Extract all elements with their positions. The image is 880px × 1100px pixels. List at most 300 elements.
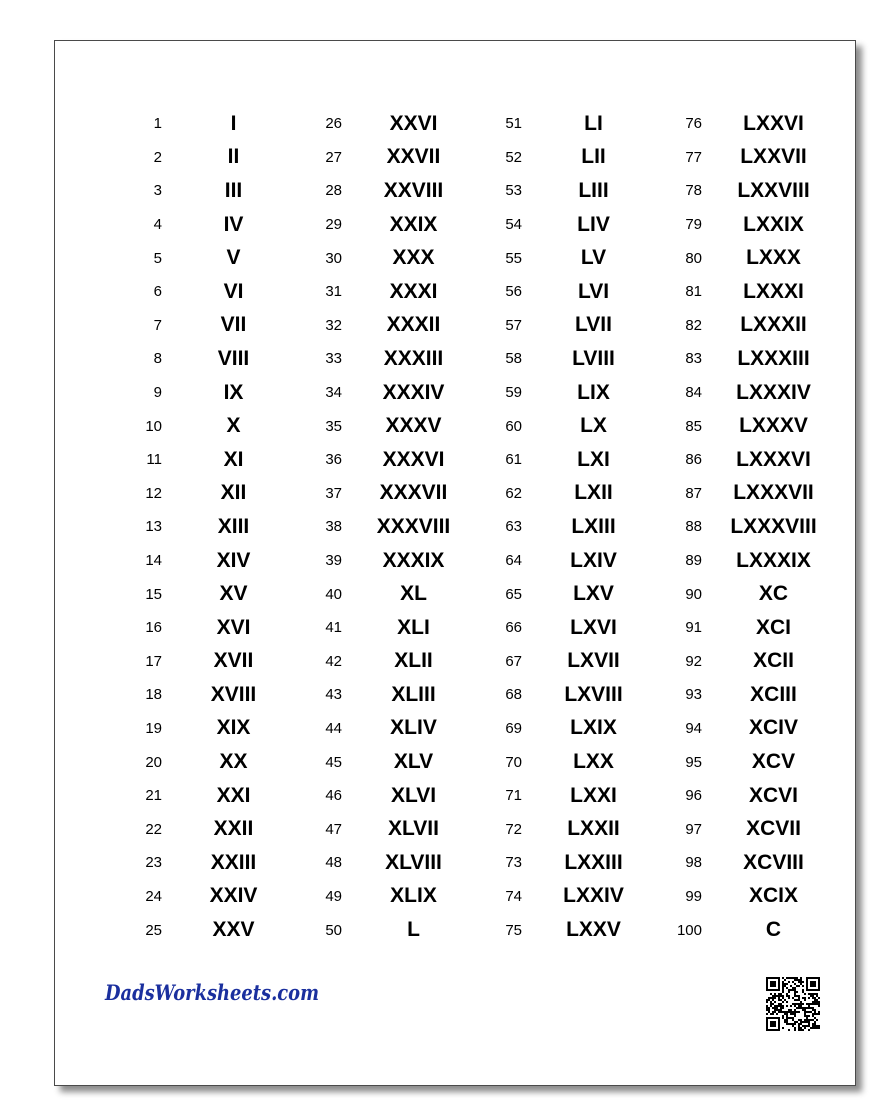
numeral-row: [477, 208, 657, 242]
arabic-number: 31: [325, 283, 342, 301]
numeral-row: [657, 678, 837, 712]
logo-text: DadsWorksheets.com: [104, 980, 320, 1005]
roman-numeral: VI: [223, 279, 244, 303]
numeral-row: [657, 275, 837, 309]
roman-numeral: XXV: [212, 918, 255, 942]
numeral-row: [297, 577, 477, 611]
worksheet-page: [54, 40, 856, 1086]
roman-numeral: XXXII: [386, 313, 441, 337]
arabic-number: 13: [145, 518, 162, 536]
roman-numeral: XLVII: [388, 817, 439, 841]
roman-numeral: LXXVIII: [737, 178, 810, 202]
arabic-number: 7: [153, 316, 162, 334]
arabic-number: 94: [685, 719, 702, 737]
arabic-number: 10: [145, 417, 162, 435]
numeral-row: [117, 544, 297, 578]
numeral-row: [477, 141, 657, 175]
roman-numeral: XXVII: [386, 145, 441, 169]
arabic-number: 43: [325, 686, 342, 704]
numeral-row: [657, 342, 837, 376]
numeral-row: [657, 577, 837, 611]
roman-numeral: XXIV: [209, 884, 258, 908]
roman-numeral: IX: [223, 380, 244, 404]
arabic-number: 100: [676, 921, 702, 939]
numeral-row: [477, 678, 657, 712]
numeral-row: [117, 577, 297, 611]
arabic-number: 72: [505, 820, 522, 838]
numeral-row: [657, 477, 837, 511]
arabic-number: 2: [153, 148, 162, 166]
roman-numeral: LXV: [573, 582, 614, 606]
roman-numeral: LIV: [577, 212, 610, 236]
numeral-row: [297, 376, 477, 410]
numeral-row: [657, 376, 837, 410]
numeral-row: [297, 342, 477, 376]
roman-numeral: LXXV: [566, 918, 621, 942]
roman-numeral: I: [230, 111, 237, 135]
numeral-row: [297, 107, 477, 141]
numeral-row: [477, 779, 657, 813]
arabic-number: 89: [685, 552, 702, 570]
arabic-number: 93: [685, 686, 702, 704]
arabic-number: 47: [325, 820, 342, 838]
arabic-number: 16: [145, 619, 162, 637]
arabic-number: 77: [685, 148, 702, 166]
numeral-row: [477, 376, 657, 410]
arabic-number: 52: [505, 148, 522, 166]
roman-numeral: LXXXVIII: [730, 514, 817, 538]
arabic-number: 67: [505, 652, 522, 670]
roman-numeral: XXVI: [389, 111, 438, 135]
arabic-number: 30: [325, 249, 342, 267]
numeral-row: [117, 880, 297, 914]
numeral-row: [477, 712, 657, 746]
roman-numeral: XXXI: [389, 279, 438, 303]
numeral-row: [117, 611, 297, 645]
roman-numeral: LXXXIII: [737, 346, 810, 370]
numeral-row: [117, 812, 297, 846]
roman-numeral: LXXXII: [740, 313, 807, 337]
roman-numeral: LXXIV: [563, 884, 624, 908]
roman-numeral: L: [407, 918, 420, 942]
arabic-number: 85: [685, 417, 702, 435]
chart-column: [657, 107, 837, 947]
arabic-number: 90: [685, 585, 702, 603]
arabic-number: 86: [685, 451, 702, 469]
arabic-number: 66: [505, 619, 522, 637]
numeral-row: [117, 745, 297, 779]
numeral-row: [657, 745, 837, 779]
roman-numeral: LII: [581, 145, 606, 169]
roman-numeral-chart: [117, 107, 837, 947]
numeral-row: [657, 846, 837, 880]
roman-numeral: LXVI: [570, 615, 617, 639]
roman-numeral: XCVI: [748, 783, 798, 807]
arabic-number: 39: [325, 552, 342, 570]
numeral-row: [117, 712, 297, 746]
arabic-number: 55: [505, 249, 522, 267]
numeral-row: [477, 913, 657, 947]
numeral-row: [657, 409, 837, 443]
roman-numeral: LXXX: [746, 246, 801, 270]
roman-numeral: II: [227, 145, 240, 169]
numeral-row: [297, 443, 477, 477]
arabic-number: 19: [145, 719, 162, 737]
arabic-number: 50: [325, 921, 342, 939]
numeral-row: [477, 409, 657, 443]
roman-numeral: III: [224, 178, 243, 202]
roman-numeral: LXVII: [567, 649, 620, 673]
roman-numeral: LIX: [577, 380, 610, 404]
roman-numeral: LXXVII: [740, 145, 807, 169]
arabic-number: 57: [505, 316, 522, 334]
numeral-row: [657, 107, 837, 141]
numeral-row: [657, 544, 837, 578]
roman-numeral: XXXVI: [382, 447, 445, 471]
roman-numeral: XL: [400, 582, 427, 606]
arabic-number: 1: [153, 115, 162, 133]
numeral-row: [297, 880, 477, 914]
numeral-row: [657, 141, 837, 175]
roman-numeral: VII: [220, 313, 247, 337]
numeral-row: [297, 846, 477, 880]
arabic-number: 80: [685, 249, 702, 267]
roman-numeral: V: [226, 246, 241, 270]
numeral-row: [477, 309, 657, 343]
arabic-number: 45: [325, 753, 342, 771]
arabic-number: 73: [505, 854, 522, 872]
arabic-number: 44: [325, 719, 342, 737]
arabic-number: 98: [685, 854, 702, 872]
roman-numeral: XXXVIII: [376, 514, 451, 538]
numeral-row: [117, 309, 297, 343]
arabic-number: 40: [325, 585, 342, 603]
roman-numeral: LXXIX: [743, 212, 804, 236]
numeral-row: [657, 443, 837, 477]
arabic-number: 92: [685, 652, 702, 670]
roman-numeral: XXIX: [389, 212, 438, 236]
numeral-row: [297, 712, 477, 746]
numeral-row: [117, 510, 297, 544]
arabic-number: 81: [685, 283, 702, 301]
arabic-number: 84: [685, 384, 702, 402]
numeral-row: [297, 913, 477, 947]
arabic-number: 56: [505, 283, 522, 301]
roman-numeral: XXXIV: [382, 380, 445, 404]
numeral-row: [117, 779, 297, 813]
arabic-number: 58: [505, 350, 522, 368]
arabic-number: 63: [505, 518, 522, 536]
arabic-number: 3: [153, 182, 162, 200]
arabic-number: 76: [685, 115, 702, 133]
roman-numeral: LXIX: [570, 716, 617, 740]
numeral-row: [657, 208, 837, 242]
roman-numeral: LXVIII: [564, 682, 623, 706]
numeral-row: [117, 443, 297, 477]
arabic-number: 36: [325, 451, 342, 469]
numeral-row: [477, 342, 657, 376]
arabic-number: 4: [153, 216, 162, 234]
arabic-number: 62: [505, 484, 522, 502]
numeral-row: [297, 510, 477, 544]
roman-numeral: XX: [219, 750, 248, 774]
arabic-number: 59: [505, 384, 522, 402]
roman-numeral: VIII: [217, 346, 250, 370]
arabic-number: 42: [325, 652, 342, 670]
roman-numeral: XVI: [216, 615, 251, 639]
numeral-row: [477, 241, 657, 275]
arabic-number: 79: [685, 216, 702, 234]
arabic-number: 71: [505, 787, 522, 805]
arabic-number: 97: [685, 820, 702, 838]
numeral-row: [477, 544, 657, 578]
numeral-row: [117, 174, 297, 208]
roman-numeral: LXXXI: [743, 279, 804, 303]
roman-numeral: LXI: [577, 447, 610, 471]
numeral-row: [477, 611, 657, 645]
numeral-row: [657, 779, 837, 813]
arabic-number: 75: [505, 921, 522, 939]
numeral-row: [117, 409, 297, 443]
arabic-number: 6: [153, 283, 162, 301]
roman-numeral: LXXIII: [564, 850, 623, 874]
roman-numeral: XXXV: [385, 414, 442, 438]
roman-numeral: XCVII: [746, 817, 801, 841]
arabic-number: 46: [325, 787, 342, 805]
roman-numeral: XCV: [751, 750, 796, 774]
roman-numeral: LVII: [575, 313, 612, 337]
roman-numeral: XLVI: [390, 783, 437, 807]
arabic-number: 21: [145, 787, 162, 805]
roman-numeral: XCIX: [748, 884, 798, 908]
arabic-number: 33: [325, 350, 342, 368]
numeral-row: [117, 275, 297, 309]
arabic-number: 82: [685, 316, 702, 334]
numeral-row: [657, 645, 837, 679]
numeral-row: [117, 107, 297, 141]
numeral-row: [657, 241, 837, 275]
arabic-number: 11: [146, 451, 162, 469]
arabic-number: 34: [325, 384, 342, 402]
arabic-number: 35: [325, 417, 342, 435]
arabic-number: 29: [325, 216, 342, 234]
roman-numeral: XXXIX: [382, 548, 445, 572]
roman-numeral: XV: [219, 582, 248, 606]
roman-numeral: XXVIII: [383, 178, 444, 202]
numeral-row: [477, 645, 657, 679]
arabic-number: 14: [145, 552, 162, 570]
roman-numeral: XC: [758, 582, 789, 606]
roman-numeral: XCVIII: [743, 850, 804, 874]
roman-numeral: XIX: [216, 716, 251, 740]
roman-numeral: LXXXIV: [736, 380, 811, 404]
arabic-number: 61: [505, 451, 522, 469]
arabic-number: 49: [325, 887, 342, 905]
numeral-row: [117, 678, 297, 712]
arabic-number: 65: [505, 585, 522, 603]
roman-numeral: X: [226, 414, 241, 438]
arabic-number: 8: [153, 350, 162, 368]
numeral-row: [297, 745, 477, 779]
numeral-row: [657, 913, 837, 947]
arabic-number: 9: [153, 384, 162, 402]
arabic-number: 37: [325, 484, 342, 502]
numeral-row: [117, 477, 297, 511]
roman-numeral: XXI: [216, 783, 251, 807]
roman-numeral: XLIX: [390, 884, 437, 908]
roman-numeral: XLI: [397, 615, 430, 639]
roman-numeral: XCIII: [750, 682, 797, 706]
numeral-row: [477, 443, 657, 477]
numeral-row: [297, 174, 477, 208]
numeral-row: [297, 241, 477, 275]
numeral-row: [297, 208, 477, 242]
roman-numeral: XCII: [753, 649, 794, 673]
roman-numeral: XLII: [394, 649, 433, 673]
roman-numeral: LXXI: [570, 783, 617, 807]
roman-numeral: XII: [220, 481, 247, 505]
roman-numeral: XVIII: [210, 682, 257, 706]
numeral-row: [117, 846, 297, 880]
numeral-row: [117, 208, 297, 242]
arabic-number: 38: [325, 518, 342, 536]
roman-numeral: XIII: [217, 514, 250, 538]
chart-column: [477, 107, 657, 947]
numeral-row: [657, 611, 837, 645]
arabic-number: 23: [145, 854, 162, 872]
arabic-number: 83: [685, 350, 702, 368]
roman-numeral: LXX: [573, 750, 614, 774]
numeral-row: [477, 107, 657, 141]
numeral-row: [297, 544, 477, 578]
numeral-row: [117, 141, 297, 175]
arabic-number: 74: [505, 887, 522, 905]
numeral-row: [297, 409, 477, 443]
roman-numeral: LXXXVI: [736, 447, 811, 471]
arabic-number: 48: [325, 854, 342, 872]
arabic-number: 26: [325, 115, 342, 133]
arabic-number: 41: [325, 619, 342, 637]
arabic-number: 28: [325, 182, 342, 200]
numeral-row: [297, 645, 477, 679]
numeral-row: [297, 678, 477, 712]
roman-numeral: LVI: [577, 279, 610, 303]
roman-numeral: LI: [584, 111, 603, 135]
roman-numeral: XCI: [755, 615, 791, 639]
numeral-row: [117, 241, 297, 275]
arabic-number: 70: [505, 753, 522, 771]
arabic-number: 78: [685, 182, 702, 200]
numeral-row: [117, 376, 297, 410]
arabic-number: 25: [145, 921, 162, 939]
chart-column: [117, 107, 297, 947]
roman-numeral: LXII: [574, 481, 613, 505]
arabic-number: 22: [145, 820, 162, 838]
arabic-number: 12: [145, 484, 162, 502]
numeral-row: [657, 309, 837, 343]
roman-numeral: IV: [223, 212, 244, 236]
arabic-number: 54: [505, 216, 522, 234]
roman-numeral: XVII: [213, 649, 254, 673]
roman-numeral: XXXVII: [379, 481, 448, 505]
numeral-row: [657, 812, 837, 846]
numeral-row: [477, 745, 657, 779]
arabic-number: 15: [145, 585, 162, 603]
chart-column: [297, 107, 477, 947]
arabic-number: 20: [145, 753, 162, 771]
roman-numeral: LXXXVII: [733, 481, 814, 505]
qr-code-icon: [766, 977, 820, 1031]
roman-numeral: LV: [580, 246, 607, 270]
roman-numeral: LIII: [578, 178, 609, 202]
numeral-row: [297, 275, 477, 309]
numeral-row: [117, 342, 297, 376]
arabic-number: 96: [685, 787, 702, 805]
numeral-row: [477, 880, 657, 914]
numeral-row: [117, 913, 297, 947]
numeral-row: [477, 174, 657, 208]
roman-numeral: XLIV: [390, 716, 437, 740]
numeral-row: [477, 275, 657, 309]
arabic-number: 87: [685, 484, 702, 502]
numeral-row: [477, 510, 657, 544]
roman-numeral: LXXII: [567, 817, 620, 841]
roman-numeral: LXXVI: [743, 111, 804, 135]
roman-numeral: C: [765, 918, 782, 942]
arabic-number: 17: [145, 652, 162, 670]
numeral-row: [297, 779, 477, 813]
dadsworksheets-logo: [103, 975, 333, 1009]
roman-numeral: LXXXV: [739, 414, 808, 438]
numeral-row: [297, 812, 477, 846]
numeral-row: [297, 309, 477, 343]
numeral-row: [477, 846, 657, 880]
arabic-number: 64: [505, 552, 522, 570]
arabic-number: 32: [325, 316, 342, 334]
arabic-number: 53: [505, 182, 522, 200]
roman-numeral: XLVIII: [385, 850, 442, 874]
numeral-row: [657, 880, 837, 914]
arabic-number: 91: [685, 619, 702, 637]
arabic-number: 69: [505, 719, 522, 737]
numeral-row: [657, 510, 837, 544]
numeral-row: [297, 141, 477, 175]
arabic-number: 95: [685, 753, 702, 771]
roman-numeral: XLIII: [391, 682, 436, 706]
arabic-number: 5: [153, 249, 162, 267]
roman-numeral: LXIII: [571, 514, 616, 538]
arabic-number: 88: [685, 518, 702, 536]
numeral-row: [657, 712, 837, 746]
arabic-number: 24: [145, 887, 162, 905]
numeral-row: [297, 477, 477, 511]
numeral-row: [117, 645, 297, 679]
arabic-number: 27: [325, 148, 342, 166]
roman-numeral: XI: [223, 447, 244, 471]
roman-numeral: XXXIII: [383, 346, 444, 370]
roman-numeral: XXII: [213, 817, 254, 841]
roman-numeral: LX: [580, 414, 607, 438]
roman-numeral: XXX: [392, 246, 435, 270]
arabic-number: 18: [145, 686, 162, 704]
roman-numeral: LXIV: [570, 548, 617, 572]
numeral-row: [477, 577, 657, 611]
roman-numeral: LVIII: [572, 346, 615, 370]
roman-numeral: XXIII: [210, 850, 257, 874]
numeral-row: [657, 174, 837, 208]
roman-numeral: XCIV: [748, 716, 798, 740]
roman-numeral: XIV: [216, 548, 251, 572]
